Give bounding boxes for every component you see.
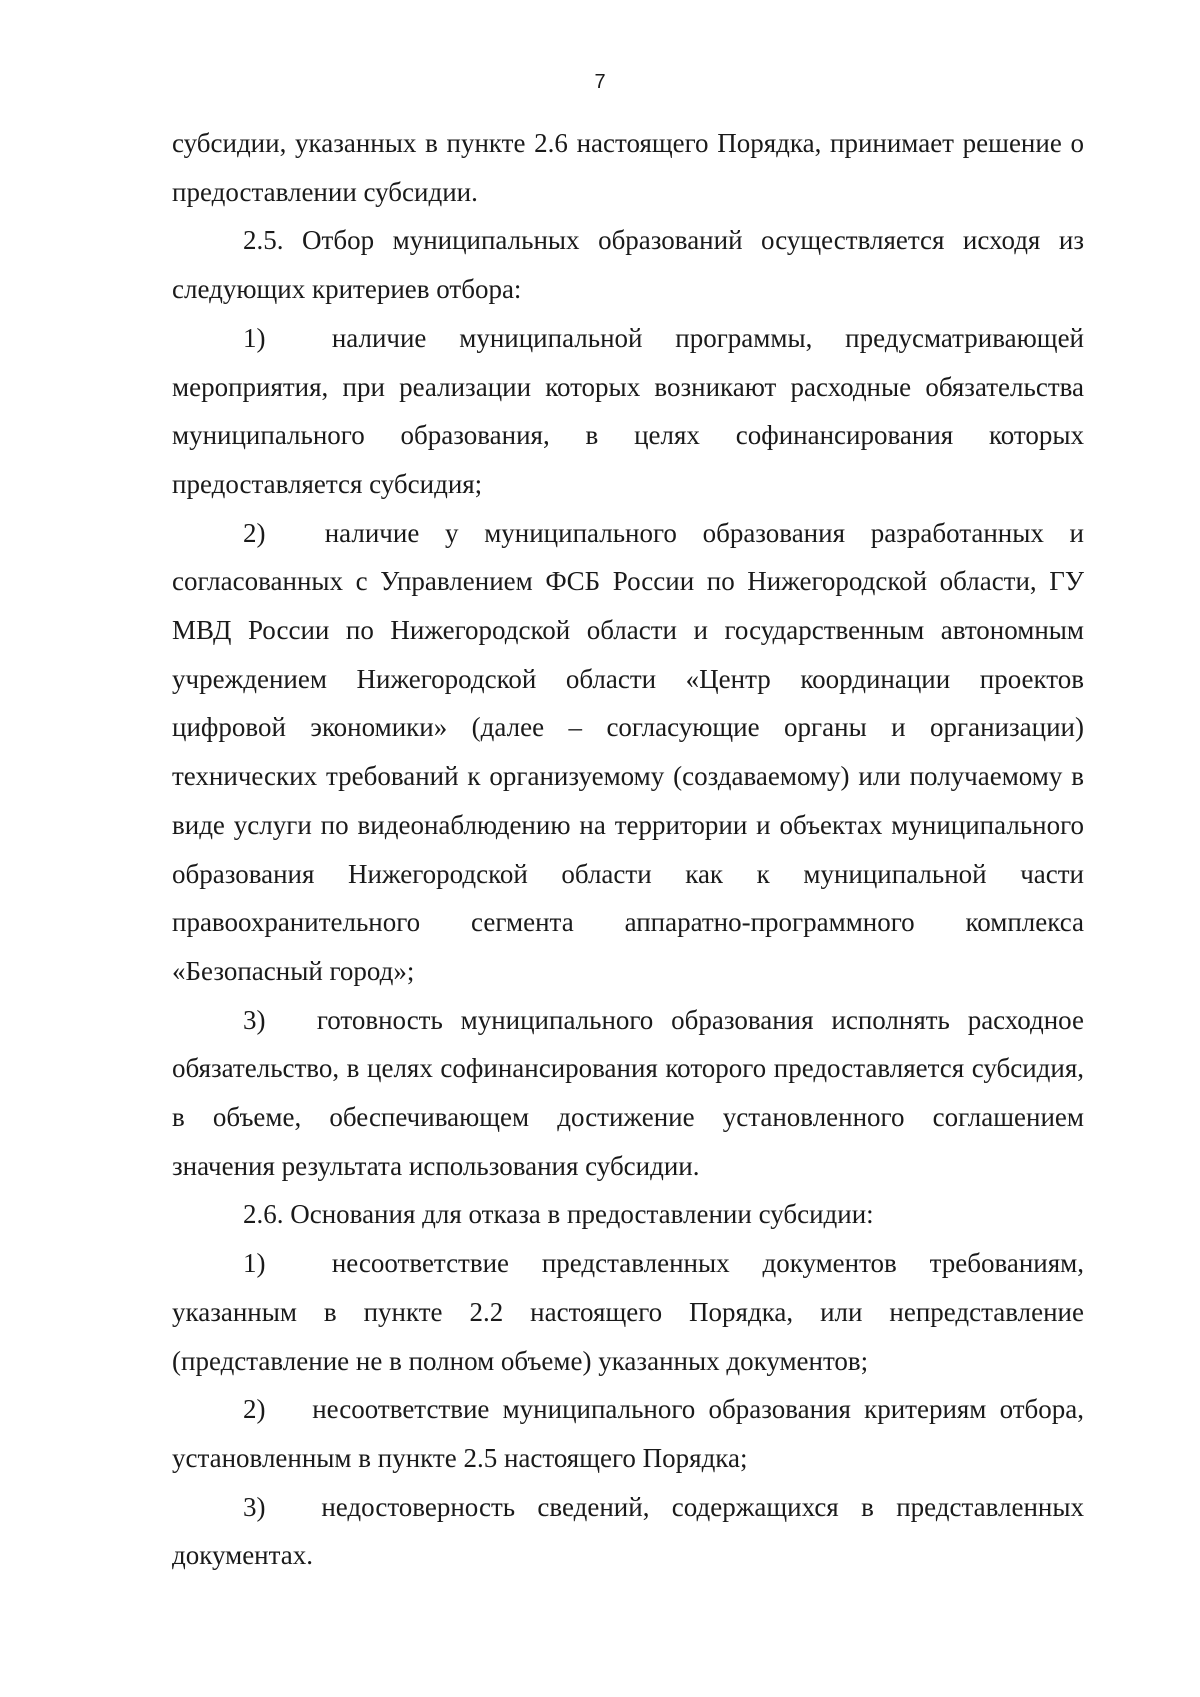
paragraph-2-6: 2.6. Основания для отказа в предоставлении субсидии: [243,1199,874,1230]
item-text: несоответствие представленных документов требованиям, указанным в пункте 2.2 настоящего Порядка, или непредставление (представление не в полном объеме) указанных документов; [172,1248,1084,1376]
item-number: 2) [243,1394,266,1425]
paragraph-2-6-item-2 [172,1385,1084,1482]
item-number: 3) [243,1004,266,1035]
item-text: несоответствие муниципального образования критериям отбора, установленным в пункте 2.5 настоящего Порядка; [172,1394,1084,1473]
item-number: 1) [243,322,266,353]
paragraph-2-6-item-3 [172,1483,1084,1580]
paragraph-2-5-item-1 [172,314,1084,509]
item-text: наличие у муниципального образования разработанных и согласованных с Управлением ФСБ России по Нижегородской области, ГУ МВД России по Нижегородской области и государственным автономным учреждением Нижегородской области «Центр координации проектов цифровой экономики» (далее – согласующие органы и организации) технических требований к организуемому (создаваемому) или получаемому в виде услуги по видеонаблюдению на территории и объектах муниципального образования Нижегородской области как к муниципальной части правоохранительного сегмента аппаратно-программного комплекса «Безопасный город»; [172,517,1085,986]
document-body [172,119,1084,1580]
paragraph-2-5: 2.5. Отбор муниципальных образований осуществляется исходя из следующих критериев отбора: [172,225,1084,305]
paragraph-2-5-item-2 [172,509,1084,996]
item-number: 3) [243,1491,266,1522]
paragraph-continuation: субсидии, указанных в пункте 2.6 настоящего Порядка, принимает решение о предоставлении субсидии. [172,128,1084,207]
item-text: наличие муниципальной программы, предусматривающей мероприятия, при реализации которых возникают расходные обязательства муниципального образования, в целях софинансирования которых предоставляется субсидия; [172,322,1084,499]
paragraph-2-6-item-1 [172,1239,1084,1385]
item-text: недостоверность сведений, содержащихся в представленных документах. [172,1491,1084,1571]
item-number: 2) [243,517,266,548]
item-text: готовность муниципального образования исполнять расходное обязательство, в целях софинансирования которого предоставляется субсидия, в объеме, обеспечивающем достижение установленного соглашением значения результата использования субсидии. [172,1004,1084,1181]
paragraph-2-5-item-3 [172,996,1084,1191]
item-number: 1) [243,1248,266,1279]
page-number: 7 [594,71,606,93]
